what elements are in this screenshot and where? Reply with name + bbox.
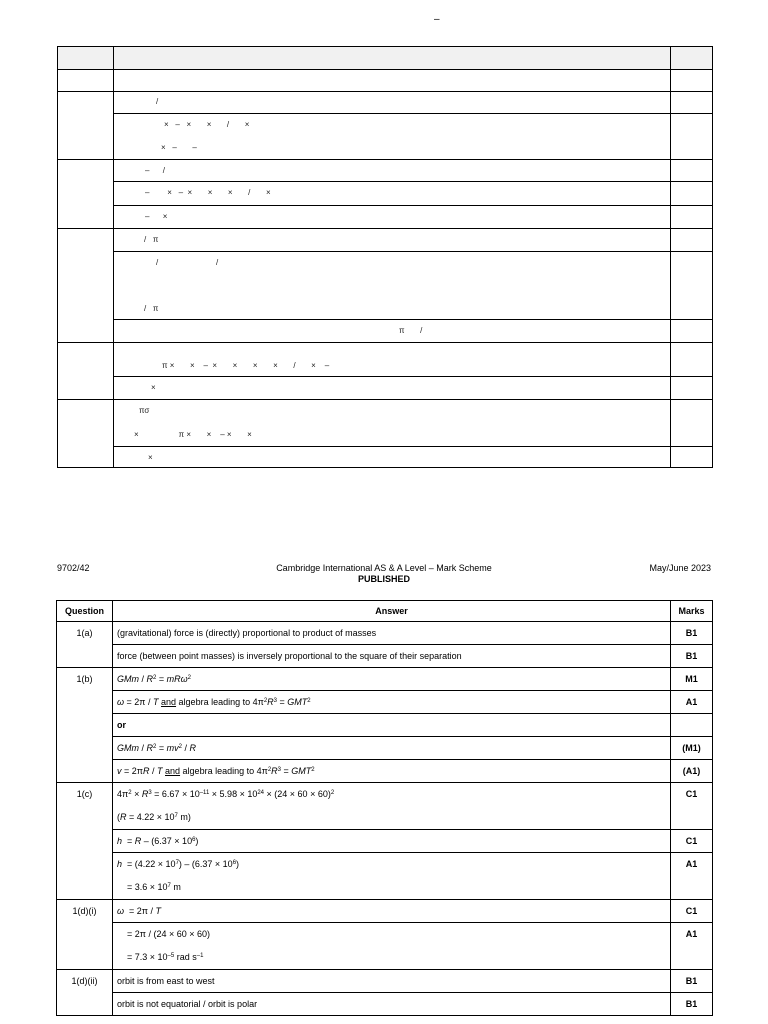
answer-cell: (gravitational) force is (directly) proportional to product of masses [113,622,671,645]
answer-cell: GMm / $R^2 = mR\omega^2$ [113,668,671,691]
ghost-glyph: / π [144,304,159,313]
answer-cell: $4\pi^2 \times R^3 = 6.67 \times 10^{-11} \times 5.98 \times 10^{24} \times (24 \times 60 \times 60)^2$ ($R = 4.22 \times 10^7$ m) [113,783,671,830]
mark-cell: A1 [671,923,713,970]
col-header-question: Question [57,601,113,622]
mark-cell: B1 [671,970,713,993]
ghost-glyph: × – × × / × [164,120,250,129]
question-number: 1(d)(ii) [57,970,113,1016]
table-row [57,900,713,923]
table-row [57,691,713,714]
ghost-table [57,46,713,468]
mark-cell: A1 [671,853,713,900]
answer-cell: orbit is from east to west [113,970,671,993]
table-row [57,970,713,993]
answer-cell: ω = 2π / T and algebra leading to $4\pi^2R^3 = GMT^2$ [113,691,671,714]
table-row [57,830,713,853]
ghost-glyph: – × [145,212,168,221]
ghost-glyph: π × × – × × × × / × – [162,361,330,370]
table-row [57,993,713,1016]
question-number: 1(d)(i) [57,900,113,970]
mark-cell: (M1) [671,737,713,760]
session-date: May/June 2023 [649,563,711,573]
answer-cell: or [113,714,671,737]
answer-cell: force (between point masses) is inversely proportional to the square of their separation [113,645,671,668]
answer-cell: GMm / $R^2 = mv^2 / R$ [113,737,671,760]
table-row [57,923,713,970]
mark-cell: B1 [671,645,713,668]
ghost-glyph: × – – [161,143,197,152]
mark-scheme-table [56,600,713,1016]
table-header-row [57,601,713,622]
mark-cell: M1 [671,668,713,691]
ghost-glyph: × [148,453,153,462]
question-number: 1(c) [57,783,113,900]
question-number: 1(a) [57,622,113,668]
answer-cell: ω = 2π / T [113,900,671,923]
document-title-block [234,563,534,585]
ghost-glyph: π / [399,326,423,335]
table-row [57,668,713,691]
table-row [57,853,713,900]
mark-cell [671,714,713,737]
ghost-glyph: – × – × × × / × [145,188,271,197]
table-row [57,645,713,668]
mark-cell: B1 [671,622,713,645]
answer-cell: $h = (4.22 \times 10^7) - (6.37 \times 10^6)$ = $3.6 \times 10^7$ m [113,853,671,900]
ghost-glyph: / [156,97,159,106]
answer-cell: v = 2πR / T and algebra leading to $4\pi^2R^3 = GMT^2$ [113,760,671,783]
ghost-glyph: × π × × – × × [134,430,252,439]
mark-cell: B1 [671,993,713,1016]
answer-cell: = 2π / (24 × 60 × 60) = $7.3 \times 10^{-5}$ rad $s^{-1}$ [113,923,671,970]
table-row [57,760,713,783]
mark-cell: C1 [671,783,713,830]
paper-code: 9702/42 [57,563,90,573]
ghost-glyph: – / [145,166,166,175]
mark-cell: C1 [671,830,713,853]
answer-cell: $h = R - (6.37 \times 10^6)$ [113,830,671,853]
ghost-dash: – [434,14,440,25]
table-row [57,622,713,645]
ghost-glyph: × [151,383,156,392]
mark-cell: (A1) [671,760,713,783]
question-number: 1(b) [57,668,113,783]
mark-cell: A1 [671,691,713,714]
document-title: Cambridge International AS & A Level – Mark Scheme [276,563,492,573]
ghost-glyph: πσ [139,406,150,415]
ghost-glyph: / π [144,235,159,244]
table-row [57,714,713,737]
table-row [57,737,713,760]
document-status: PUBLISHED [357,574,410,584]
ghost-glyph: / / [156,258,219,267]
mark-cell: C1 [671,900,713,923]
table-row [57,783,713,830]
col-header-answer: Answer [113,601,671,622]
col-header-marks: Marks [671,601,713,622]
answer-cell: orbit is not equatorial / orbit is polar [113,993,671,1016]
